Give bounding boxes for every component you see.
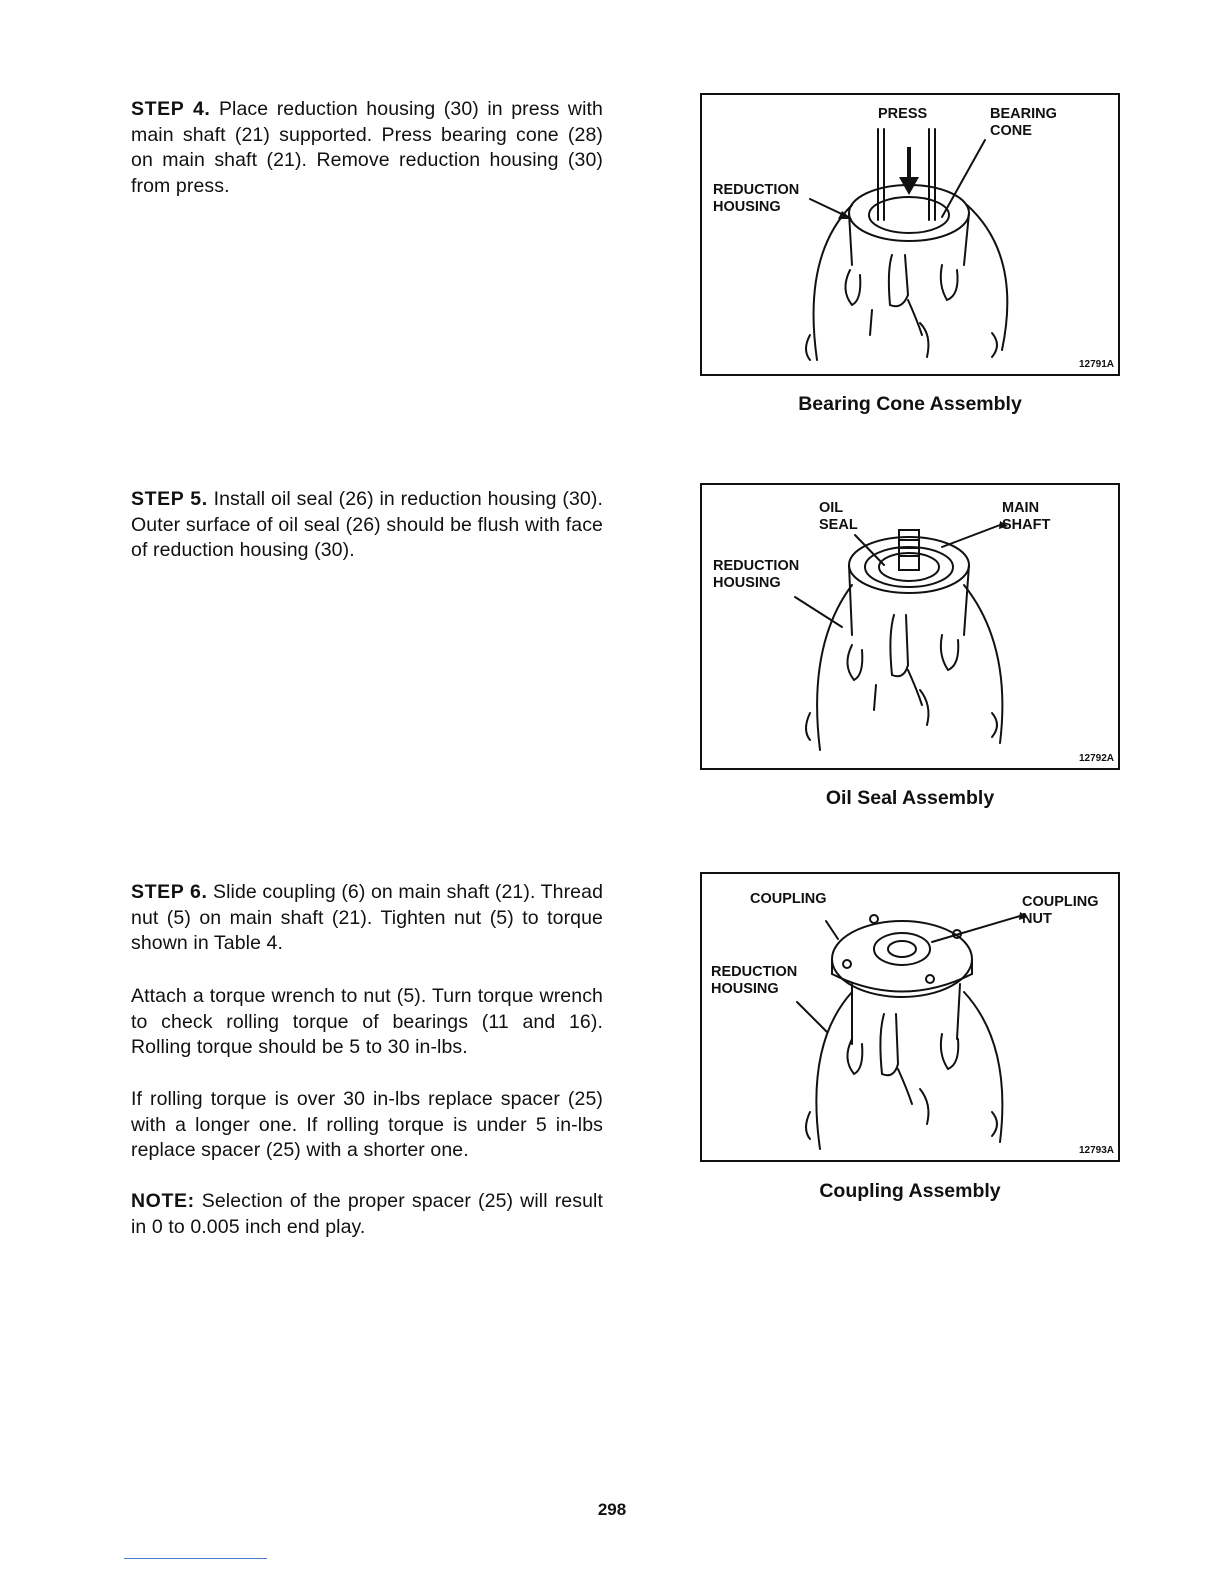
step-6-label: STEP 6. [131,881,208,903]
bearing-label-line2: CONE [990,123,1032,139]
step-4-text: Place reduction housing (30) in press with main shaft (21) supported. Press bearing cone (28) on main shaft (21). Remove reduction housing (30) from press. [131,98,603,197]
housing-label-line2: HOUSING [713,575,781,591]
oil-seal-illustration [702,485,1122,772]
housing-label-line1: REDUCTION [713,182,800,198]
note-label: NOTE: [131,1190,195,1212]
figure-coupling [700,872,1120,1162]
housing-label-line2: HOUSING [713,199,781,215]
step-4-paragraph [131,97,603,199]
figure-number: 12792A [1078,753,1114,764]
figure-caption-oil-seal: Oil Seal Assembly [825,787,995,809]
figure-number: 12791A [1078,359,1114,370]
step-6-text: Slide coupling (6) on main shaft (21). Thread nut (5) on main shaft (21). Tighten nut (5) to torque shown in Table 4. [131,881,604,954]
coupling-illustration [702,874,1122,1164]
housing-label-line2: HOUSING [711,981,779,997]
coupling-label: COUPLING [750,891,827,907]
figure-bearing-cone [700,93,1120,376]
housing-label-line1: REDUCTION [711,964,798,980]
figure-caption-bearing-cone: Bearing Cone Assembly [798,393,1022,415]
page-number: 298 [597,1500,627,1519]
torque-paragraph: Attach a torque wrench to nut (5). Turn torque wrench to check rolling torque of bearings (11 and 16). Rolling torque should be 5 to 30 in-lbs. [131,985,603,1058]
figure-number: 12793A [1078,1145,1114,1156]
oil-seal-label-line2: SEAL [819,517,858,533]
main-shaft-label-line1: MAIN [1002,500,1040,516]
step-5-paragraph [131,487,603,564]
spacer-paragraph: If rolling torque is over 30 in-lbs replace spacer (25) with a longer one. If rolling torque is under 5 in-lbs replace spacer (25) with a shorter one. [131,1088,603,1161]
main-shaft-label-line2: SHAFT [1002,517,1051,533]
bearing-label-line1: BEARING [990,106,1057,122]
step-6-paragraph [131,880,603,957]
footer-rule [124,1558,267,1559]
coupling-nut-label-line1: COUPLING [1022,894,1099,910]
coupling-nut-label-line2: NUT [1022,911,1052,927]
step-4-label: STEP 4. [131,98,211,120]
step-5-text: Install oil seal (26) in reduction housing (30). Outer surface of oil seal (26) should be flush with face of reduction housing (30). [131,488,603,561]
housing-label-line1: REDUCTION [713,558,800,574]
note-text: Selection of the proper spacer (25) will result in 0 to 0.005 inch end play. [131,1190,603,1238]
figure-oil-seal [700,483,1120,770]
figure-caption-coupling: Coupling Assembly [819,1180,1001,1202]
step-5-label: STEP 5. [131,488,208,510]
bearing-cone-illustration [702,95,1122,378]
press-label: PRESS [878,106,928,122]
note-paragraph [131,1189,603,1240]
oil-seal-label-line1: OIL [819,500,844,516]
